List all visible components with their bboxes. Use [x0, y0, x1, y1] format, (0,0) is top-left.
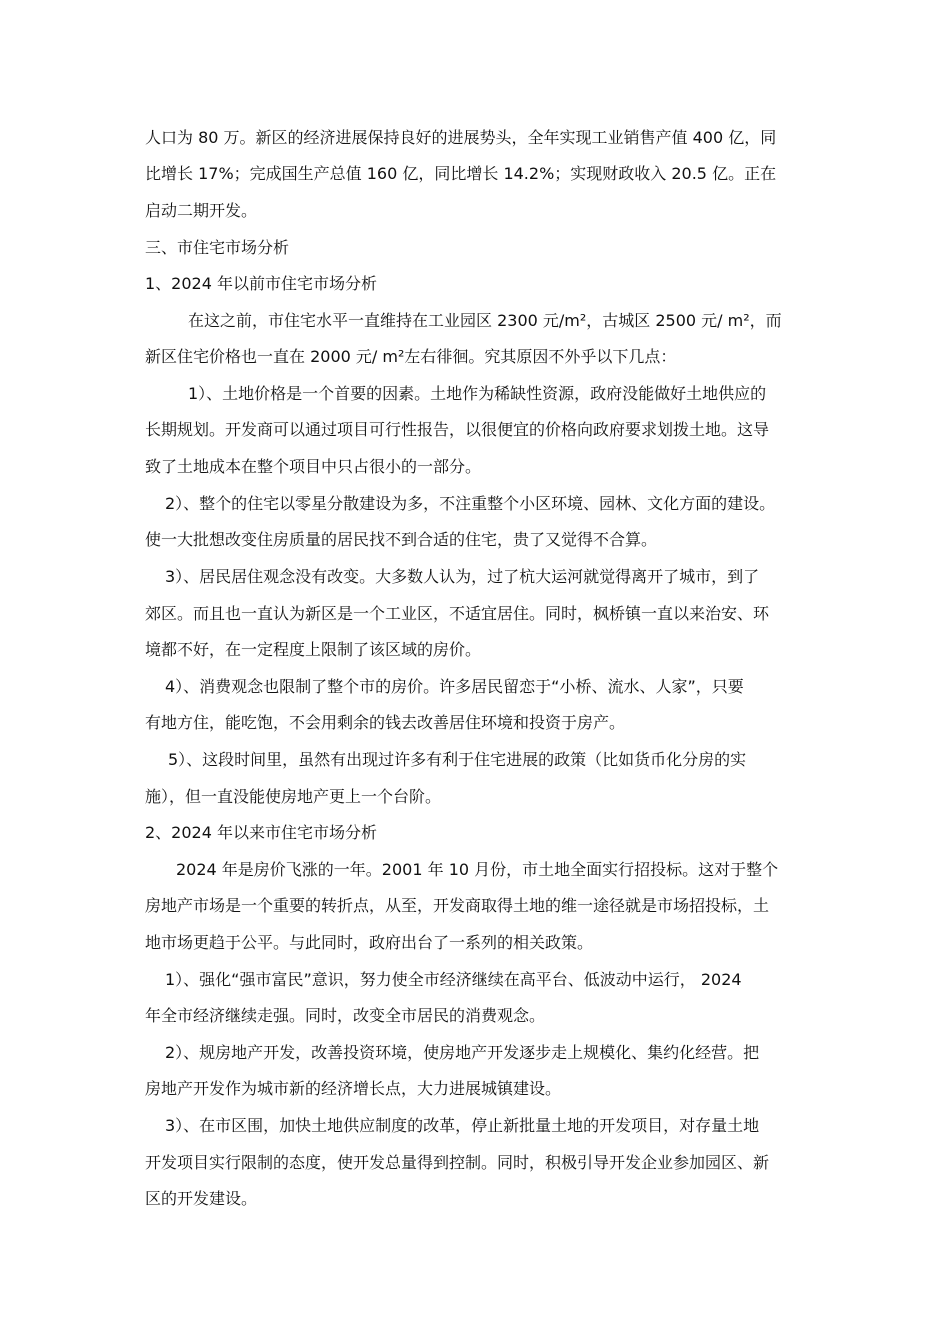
paragraph-line: 2）、整个的住宅以零星分散建设为多，不注重整个小区环境、园林、文化方面的建设。	[165, 494, 776, 513]
paragraph-line: 2）、规房地产开发，改善投资环境，使房地产开发逐步走上规模化、集约化经营。把	[165, 1043, 760, 1062]
paragraph-line: 3）、在市区围，加快土地供应制度的改革，停止新批量土地的开发项目，对存量土地	[165, 1116, 760, 1135]
paragraph-line: 启动二期开发。	[145, 201, 258, 220]
paragraph-line: 境都不好，在一定程度上限制了该区域的房价。	[145, 640, 482, 659]
paragraph-line: 人口为 80 万。新区的经济进展保持良好的进展势头，全年实现工业销售产值 400 亿，同	[145, 128, 777, 147]
paragraph-line: 有地方住，能吃饱，不会用剩余的钱去改善居住环境和投资于房产。	[145, 713, 626, 732]
paragraph-line: 施），但一直没能使房地产更上一个台阶。	[145, 787, 442, 806]
paragraph-line: 房地产市场是一个重要的转折点，从至，开发商取得土地的维一途径就是市场招投标，土	[145, 896, 770, 915]
paragraph-line: 3）、居民居住观念没有改变。大多数人认为，过了杭大运河就觉得离开了城市，到了	[165, 567, 760, 586]
paragraph-line: 开发项目实行限制的态度，使开发总量得到控制。同时，积极引导开发企业参加园区、新	[145, 1153, 770, 1172]
paragraph-line: 新区住宅价格也一直在 2000 元/ m²左右徘徊。究其原因不外乎以下几点：	[145, 347, 677, 366]
paragraph-line: 郊区。而且也一直认为新区是一个工业区，不适宜居住。同时，枫桥镇一直以来治安、环	[145, 604, 770, 623]
paragraph-line: 使一大批想改变住房质量的居民找不到合适的住宅，贵了又觉得不合算。	[145, 530, 658, 549]
paragraph-line: 年全市经济继续走强。同时，改变全市居民的消费观念。	[145, 1006, 546, 1025]
paragraph-line: 长期规划。开发商可以通过项目可行性报告，以很便宜的价格向政府要求划拨土地。这导	[145, 420, 770, 439]
paragraph-line: 地市场更趋于公平。与此同时，政府出台了一系列的相关政策。	[145, 933, 594, 952]
paragraph-line: 区的开发建设。	[145, 1189, 258, 1208]
paragraph-line: 在这之前，市住宅水平一直维持在工业园区 2300 元/m²，古城区 2500 元/ m²，而	[188, 311, 782, 330]
paragraph-line: 1）、土地价格是一个首要的因素。土地作为稀缺性资源，政府没能做好土地供应的	[188, 384, 767, 403]
section-heading: 三、市住宅市场分析	[145, 238, 290, 257]
subsection-heading: 1、2024 年以前市住宅市场分析	[145, 274, 377, 293]
paragraph-line: 房地产开发作为城市新的经济增长点，大力进展城镇建设。	[145, 1079, 562, 1098]
paragraph-line: 致了土地成本在整个项目中只占很小的一部分。	[145, 457, 482, 476]
paragraph-line: 4）、消费观念也限制了整个市的房价。许多居民留恋于“小桥、流水、人家”，只要	[165, 677, 744, 696]
paragraph-line: 2024 年是房价飞涨的一年。2001 年 10 月份，市土地全面实行招投标。这对于整个	[176, 860, 779, 879]
paragraph-line: 5）、这段时间里，虽然有出现过许多有利于住宅进展的政策（比如货币化分房的实	[168, 750, 747, 769]
paragraph-line: 1）、强化“强市富民”意识，努力使全市经济继续在高平台、低波动中运行， 2024	[165, 970, 742, 989]
subsection-heading: 2、2024 年以来市住宅市场分析	[145, 823, 377, 842]
paragraph-line: 比增长 17%；完成国生产总值 160 亿，同比增长 14.2%；实现财政收入 20.5 亿。正在	[145, 164, 777, 183]
